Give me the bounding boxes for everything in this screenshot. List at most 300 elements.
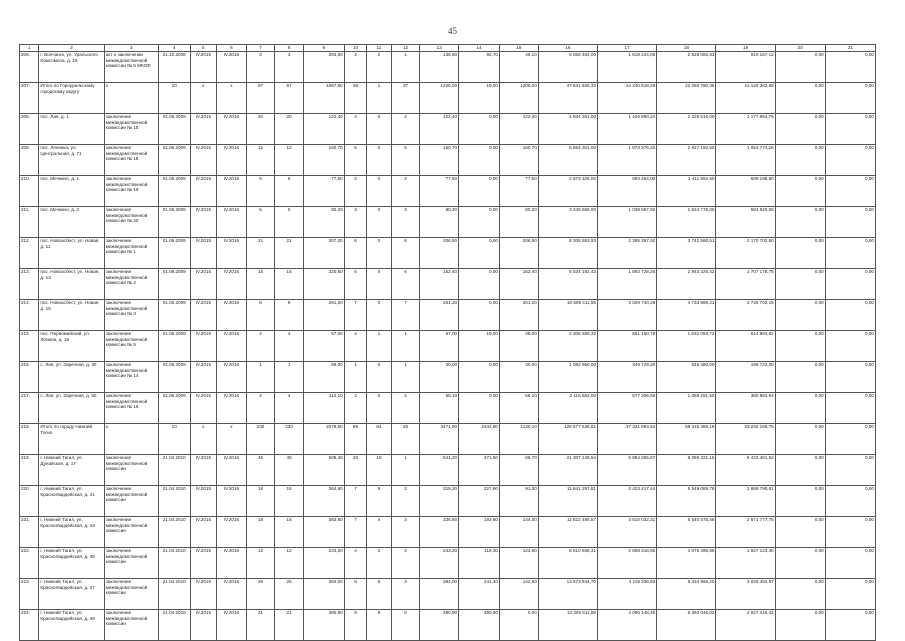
table-cell: 2: [391, 393, 420, 424]
table-cell: г. Нижний Тагил, ул. Красногвардейская, д. 41: [39, 486, 104, 517]
table-cell: IV.2016: [217, 455, 247, 486]
table-cell: 1: [246, 362, 275, 393]
table-cell: 21: [246, 238, 275, 269]
table-cell: IV.2015: [190, 269, 217, 300]
table-cell: пос. Новоасбест, ул. Новая, д. 11: [39, 238, 104, 269]
table-cell: 1: [391, 362, 420, 393]
table-cell: 160,70: [499, 145, 538, 176]
table-cell: 3: [391, 579, 420, 610]
table-cell: 2: [391, 486, 420, 517]
table-cell: 261,20: [303, 300, 344, 331]
table-cell: 21.04.2010: [158, 486, 190, 517]
table-cell: х: [190, 424, 217, 455]
table-cell: 16: [275, 486, 304, 517]
table-cell: 2 116 583,00: [538, 393, 597, 424]
table-cell: IV.2015: [190, 114, 217, 145]
table-cell: 80,20: [499, 207, 538, 238]
table-cell: пос. Первомайский, ул. Ленина, д. 18: [39, 331, 104, 362]
table-cell: 0,00: [775, 114, 825, 145]
table-cell: 213.: [20, 269, 39, 300]
table-cell: 1667,80: [303, 83, 344, 114]
table-cell: 5: [367, 486, 392, 517]
table-cell: 384,00: [420, 579, 459, 610]
column-number-cell: 3: [104, 45, 158, 52]
table-cell: 8 610 938,31: [538, 548, 597, 579]
table-cell: 21: [275, 238, 304, 269]
table-cell: 208.: [20, 114, 39, 145]
table-cell: 58,10: [420, 393, 459, 424]
table-cell: 1 426 890,24: [598, 114, 657, 145]
table-cell: 144,00: [499, 517, 538, 548]
column-number-cell: 21: [825, 45, 875, 52]
column-number-cell: 16: [538, 45, 597, 52]
table-cell: 128 677 536,61: [538, 424, 597, 455]
table-cell: 209.: [20, 145, 39, 176]
column-number-cell: 5: [190, 45, 217, 52]
table-cell: 0,00: [825, 145, 875, 176]
table-cell: IV.2015: [190, 300, 217, 331]
table-cell: 0: [367, 238, 392, 269]
table-cell: заключение межведомственной комиссии № 14: [104, 362, 158, 393]
table-cell: IV.2015: [190, 610, 217, 641]
table-cell: 6 534 192,43: [538, 269, 597, 300]
table-cell: с. Лая, ул. Заречная, д. 30: [39, 362, 104, 393]
column-number-cell: 19: [716, 45, 775, 52]
table-cell: г. Волчанск, ул. Уральского Комсомола, д. 19: [39, 52, 104, 83]
table-row: [20, 548, 876, 579]
table-cell: 12: [275, 145, 304, 176]
table-cell: 4 834 261,00: [538, 114, 597, 145]
table-cell: 0,00: [775, 300, 825, 331]
table-cell: 0,00: [825, 362, 875, 393]
table-cell: 97: [246, 83, 275, 114]
table-cell: пос. Леневка, ул. Центральная, д. 71: [39, 145, 104, 176]
table-cell: 4 075 496,86: [657, 548, 716, 579]
table-cell: 380,90: [420, 610, 459, 641]
table-row: [20, 517, 876, 548]
table-cell: 2: [391, 548, 420, 579]
table-cell: IV.2015: [190, 176, 217, 207]
table-cell: 5: [246, 207, 275, 238]
table-cell: х: [217, 83, 247, 114]
table-cell: 122,40: [420, 114, 459, 145]
table-cell: 1206,00: [499, 83, 538, 114]
column-number-cell: 6: [217, 45, 247, 52]
table-cell: 30,00: [499, 362, 538, 393]
column-number-row: [20, 45, 876, 52]
table-cell: 5: [344, 145, 366, 176]
table-cell: 92,70: [459, 52, 500, 83]
table-cell: 614 984,82: [716, 331, 775, 362]
table-cell: 8: [344, 579, 366, 610]
table-cell: пос. Лая, д. 1: [39, 114, 104, 145]
table-cell: IV.2016: [217, 517, 247, 548]
table-cell: г. Нижний Тагил, ул. Красногвардейская, д. 43: [39, 517, 104, 548]
table-cell: 3 423 417,44: [598, 486, 657, 517]
table-cell: 207.: [20, 83, 39, 114]
table-cell: 77,50: [420, 176, 459, 207]
table-cell: 1 177 854,76: [716, 114, 775, 145]
table-cell: 0,00: [459, 362, 500, 393]
table-cell: 4: [391, 114, 420, 145]
table-cell: 0: [367, 176, 392, 207]
table-cell: 541,20: [420, 455, 459, 486]
table-cell: 4 085 148,45: [598, 610, 657, 641]
table-cell: х: [217, 424, 247, 455]
table-cell: 2: [344, 393, 366, 424]
table-cell: 206,50: [420, 238, 459, 269]
table-cell: IV.2015: [190, 145, 217, 176]
table-cell: 160,70: [420, 145, 459, 176]
table-cell: 11 140 362,68: [716, 83, 775, 114]
table-cell: 80,20: [420, 207, 459, 238]
table-cell: 380,90: [459, 610, 500, 641]
table-cell: 2 229 516,00: [657, 114, 716, 145]
table-cell: 1: [367, 83, 392, 114]
table-cell: 0,00: [825, 455, 875, 486]
table-row: [20, 238, 876, 269]
table-cell: 2 671 777,78: [716, 517, 775, 548]
table-cell: 3: [275, 52, 304, 83]
table-cell: 5 549 089,76: [657, 486, 716, 517]
table-cell: 0,00: [825, 517, 875, 548]
table-cell: 01.06.2009: [158, 238, 190, 269]
table-cell: 0,00: [825, 548, 875, 579]
table-cell: 215.: [20, 331, 39, 362]
table-cell: IV.2016: [217, 238, 247, 269]
table-cell: г. Нижний Тагил, ул. Красногвардейская, д. 49: [39, 610, 104, 641]
table-cell: 380,90: [303, 610, 344, 641]
table-cell: 33 240 169,79: [716, 424, 775, 455]
table-cell: 26: [246, 579, 275, 610]
table-cell: 261,20: [499, 300, 538, 331]
table-cell: 0,00: [499, 610, 538, 641]
column-number-cell: 15: [499, 45, 538, 52]
table-cell: 384,00: [303, 579, 344, 610]
table-cell: 1 053 774,18: [716, 145, 775, 176]
table-cell: 1130,10: [499, 424, 538, 455]
table-cell: 21: [275, 610, 304, 641]
table-cell: 01.06.2009: [158, 114, 190, 145]
table-cell: 471,50: [459, 455, 500, 486]
table-cell: 21.04.2010: [158, 548, 190, 579]
table-cell: 10 509 411,55: [538, 300, 597, 331]
table-cell: 7: [344, 486, 366, 517]
table-cell: 227,90: [459, 486, 500, 517]
table-cell: 4: [246, 393, 275, 424]
table-cell: 6: [391, 238, 420, 269]
table-cell: 0,00: [459, 393, 500, 424]
table-cell: IV.2016: [217, 393, 247, 424]
table-cell: 30,00: [420, 362, 459, 393]
table-cell: 2 927 150,50: [657, 145, 716, 176]
table-cell: 210.: [20, 176, 39, 207]
table-cell: 320,50: [303, 269, 344, 300]
table-cell: 8 069 321,15: [657, 455, 716, 486]
table-cell: 546 480,00: [657, 362, 716, 393]
table-cell: 2678,50: [303, 424, 344, 455]
table-cell: 5: [275, 207, 304, 238]
table-cell: 3: [344, 52, 366, 83]
table-cell: 1 039 857,92: [598, 207, 657, 238]
table-cell: 4: [246, 331, 275, 362]
table-cell: 0,00: [825, 393, 875, 424]
table-cell: 2: [367, 548, 392, 579]
table-cell: 37 321 893,64: [598, 424, 657, 455]
column-number-cell: 7: [246, 45, 275, 52]
table-cell: 6 393 046,02: [657, 610, 716, 641]
table-cell: 6 434 965,20: [657, 579, 716, 610]
table-cell: 661 160,78: [598, 331, 657, 362]
table-cell: IV.2015: [190, 331, 217, 362]
table-cell: заключение межведомственной комиссии: [104, 486, 158, 517]
table-cell: 192,60: [459, 517, 500, 548]
table-cell: 6: [344, 269, 366, 300]
table-cell: 80,20: [303, 207, 344, 238]
table-cell: 2: [344, 176, 366, 207]
table-cell: 4: [344, 548, 366, 579]
table-cell: 58 315 469,18: [657, 424, 716, 455]
table-cell: 20: [344, 455, 366, 486]
table-cell: 0,00: [825, 52, 875, 83]
table-cell: 0,00: [459, 269, 500, 300]
table-cell: 37: [391, 83, 420, 114]
table-row: [20, 579, 876, 610]
table-cell: 1 618 224,05: [598, 52, 657, 83]
table-cell: 0,00: [825, 300, 875, 331]
column-number-cell: 13: [420, 45, 459, 52]
table-cell: заключение межведомственной комиссии: [104, 517, 158, 548]
table-cell: IV.2016: [217, 331, 247, 362]
table-cell: 212.: [20, 238, 39, 269]
table-cell: 01.06.2009: [158, 393, 190, 424]
table-cell: 21.10.2008: [158, 52, 190, 83]
table-cell: 0,00: [825, 331, 875, 362]
table-cell: пос. Мечкино, д. 2: [39, 207, 104, 238]
table-cell: заключение межведомственной комиссии № 16: [104, 393, 158, 424]
table-cell: IV.2016: [217, 579, 247, 610]
table-cell: 222.: [20, 548, 39, 579]
table-cell: 45: [246, 455, 275, 486]
table-cell: IV.2015: [190, 362, 217, 393]
table-cell: 2 943 325,42: [657, 269, 716, 300]
table-cell: 77,50: [499, 176, 538, 207]
table-cell: 383,80: [303, 517, 344, 548]
table-cell: 16: [246, 486, 275, 517]
table-cell: 8: [275, 300, 304, 331]
table-cell: 0,00: [825, 83, 875, 114]
table-cell: IV.2016: [217, 548, 247, 579]
table-cell: 243,20: [303, 548, 344, 579]
table-cell: 8 308 553,93: [538, 238, 597, 269]
table-cell: 206,50: [499, 238, 538, 269]
table-cell: заключение межведомственной комиссии: [104, 610, 158, 641]
table-cell: IV.2016: [217, 269, 247, 300]
table-cell: 584 920,08: [716, 207, 775, 238]
table-cell: х: [104, 424, 158, 455]
table-cell: 69,00: [303, 362, 344, 393]
table-cell: 5 854 301,00: [538, 145, 597, 176]
table-cell: 122,40: [499, 114, 538, 145]
table-cell: IV.2015: [190, 486, 217, 517]
table-cell: 18: [275, 517, 304, 548]
table-cell: 0,00: [775, 52, 825, 83]
table-cell: 0,00: [825, 269, 875, 300]
register-table: [19, 44, 876, 641]
table-cell: 5 056 484,00: [538, 52, 597, 83]
table-cell: 21.04.2010: [158, 610, 190, 641]
table-cell: 2 608 318,65: [598, 548, 657, 579]
table-cell: 219.: [20, 455, 39, 486]
table-cell: 89: [344, 424, 366, 455]
table-cell: 393,60: [303, 52, 344, 83]
table-cell: 38,00: [499, 331, 538, 362]
table-cell: 4: [275, 331, 304, 362]
table-cell: 0,00: [825, 238, 875, 269]
table-cell: 19: [367, 455, 392, 486]
table-cell: 18: [246, 517, 275, 548]
table-cell: 15: [246, 269, 275, 300]
table-cell: 0,00: [775, 83, 825, 114]
table-cell: 1: [275, 362, 304, 393]
table-cell: 6: [344, 238, 366, 269]
table-cell: 0: [367, 207, 392, 238]
table-cell: 1 927 123,30: [716, 548, 775, 579]
table-cell: 162,40: [420, 269, 459, 300]
table-row: [20, 331, 876, 362]
table-cell: 223.: [20, 579, 39, 610]
table-cell: 3 249 556,00: [538, 207, 597, 238]
table-cell: 19,00: [459, 83, 500, 114]
table-cell: 3471,90: [420, 424, 459, 455]
table-cell: 01.06.2009: [158, 145, 190, 176]
table-cell: 230: [275, 424, 304, 455]
table-cell: заключение межведомственной комиссии № 5: [104, 331, 158, 362]
table-cell: 214.: [20, 300, 39, 331]
table-cell: 9: [367, 610, 392, 641]
table-cell: заключение межведомственной комиссии № 3: [104, 300, 158, 331]
table-cell: IV.2016: [217, 52, 247, 83]
table-row: [20, 610, 876, 641]
table-cell: 13 573 944,70: [538, 579, 597, 610]
table-cell: 509 198,50: [716, 176, 775, 207]
table-cell: 677 306,56: [598, 393, 657, 424]
table-cell: 6: [275, 176, 304, 207]
table-cell: 0,00: [775, 517, 825, 548]
table-cell: 0,00: [775, 579, 825, 610]
table-cell: 69,70: [499, 455, 538, 486]
table-cell: 3 029 740,29: [598, 300, 657, 331]
table-cell: 0,00: [825, 610, 875, 641]
table-cell: 1: [391, 52, 420, 83]
table-cell: 19,00: [459, 331, 500, 362]
table-cell: 3: [391, 207, 420, 238]
table-cell: 243,20: [420, 548, 459, 579]
table-cell: IV.2016: [217, 610, 247, 641]
table-cell: IV.2016: [217, 145, 247, 176]
table-cell: 224.: [20, 610, 39, 641]
table-cell: 0,00: [459, 207, 500, 238]
table-cell: с. Лая, ул. Заречная, д. 50: [39, 393, 104, 424]
table-cell: 97: [275, 83, 304, 114]
table-cell: 307,20: [303, 238, 344, 269]
table-cell: 2 868 790,61: [716, 486, 775, 517]
table-row: [20, 207, 876, 238]
table-cell: Итого по городу Нижний Тагил: [39, 424, 104, 455]
table-cell: 57,00: [420, 331, 459, 362]
table-cell: IV.2015: [190, 579, 217, 610]
table-cell: 122,40: [303, 114, 344, 145]
table-cell: 46,10: [499, 52, 538, 83]
table-cell: 217.: [20, 393, 39, 424]
table-cell: 216.: [20, 362, 39, 393]
table-cell: IV.2016: [217, 176, 247, 207]
table-cell: 142,60: [499, 579, 538, 610]
table-cell: IV.2016: [217, 207, 247, 238]
column-number-cell: 14: [459, 45, 500, 52]
table-cell: 1226,00: [420, 83, 459, 114]
table-cell: 64: [367, 424, 392, 455]
table-cell: 01.06.2009: [158, 269, 190, 300]
table-cell: IV.2015: [190, 207, 217, 238]
table-cell: 0: [367, 300, 392, 331]
table-cell: 3: [391, 517, 420, 548]
table-cell: 206.: [20, 52, 39, 83]
table-cell: 5: [391, 145, 420, 176]
table-cell: 5 994 365,67: [598, 455, 657, 486]
table-cell: 01.06.2009: [158, 176, 190, 207]
table-cell: 7: [344, 300, 366, 331]
table-cell: 1 411 662,50: [657, 176, 716, 207]
table-cell: пос. Новоасбест, ул. Новая, д. 15: [39, 300, 104, 331]
column-number-cell: 8: [275, 45, 304, 52]
table-cell: 910 167,12: [716, 52, 775, 83]
table-row: [20, 176, 876, 207]
table-cell: 25: [391, 424, 420, 455]
table-cell: 336,60: [420, 517, 459, 548]
table-cell: 3 025 452,57: [716, 579, 775, 610]
table-cell: IV.2015: [190, 393, 217, 424]
table-cell: 349 729,20: [598, 362, 657, 393]
table-cell: IV.2015: [190, 52, 217, 83]
table-cell: 1: [391, 331, 420, 362]
table-cell: 3 610 032,31: [598, 517, 657, 548]
table-row: [20, 300, 876, 331]
table-cell: 4: [344, 114, 366, 145]
table-cell: 0,00: [459, 300, 500, 331]
table-cell: 6: [246, 176, 275, 207]
table-cell: IV.2016: [217, 362, 247, 393]
table-cell: заключение межведомственной комиссии № 19: [104, 176, 158, 207]
table-cell: 0,00: [775, 424, 825, 455]
table-cell: Итого по Горнуральскому городскому округу: [39, 83, 104, 114]
table-cell: 01.06.2009: [158, 362, 190, 393]
table-cell: 0,00: [459, 238, 500, 269]
table-cell: 3: [246, 52, 275, 83]
column-number-cell: 11: [367, 45, 392, 52]
table-cell: 4: [367, 517, 392, 548]
table-cell: 0,00: [775, 207, 825, 238]
table-cell: 1 873 376,32: [598, 145, 657, 176]
table-cell: IV.2015: [190, 517, 217, 548]
table-cell: 21: [246, 610, 275, 641]
table-cell: 4: [275, 393, 304, 424]
table-cell: 196 722,00: [716, 362, 775, 393]
table-cell: 8: [246, 300, 275, 331]
table-cell: 1 032 093,72: [657, 331, 716, 362]
table-cell: 0: [367, 145, 392, 176]
column-number-cell: 20: [775, 45, 825, 52]
